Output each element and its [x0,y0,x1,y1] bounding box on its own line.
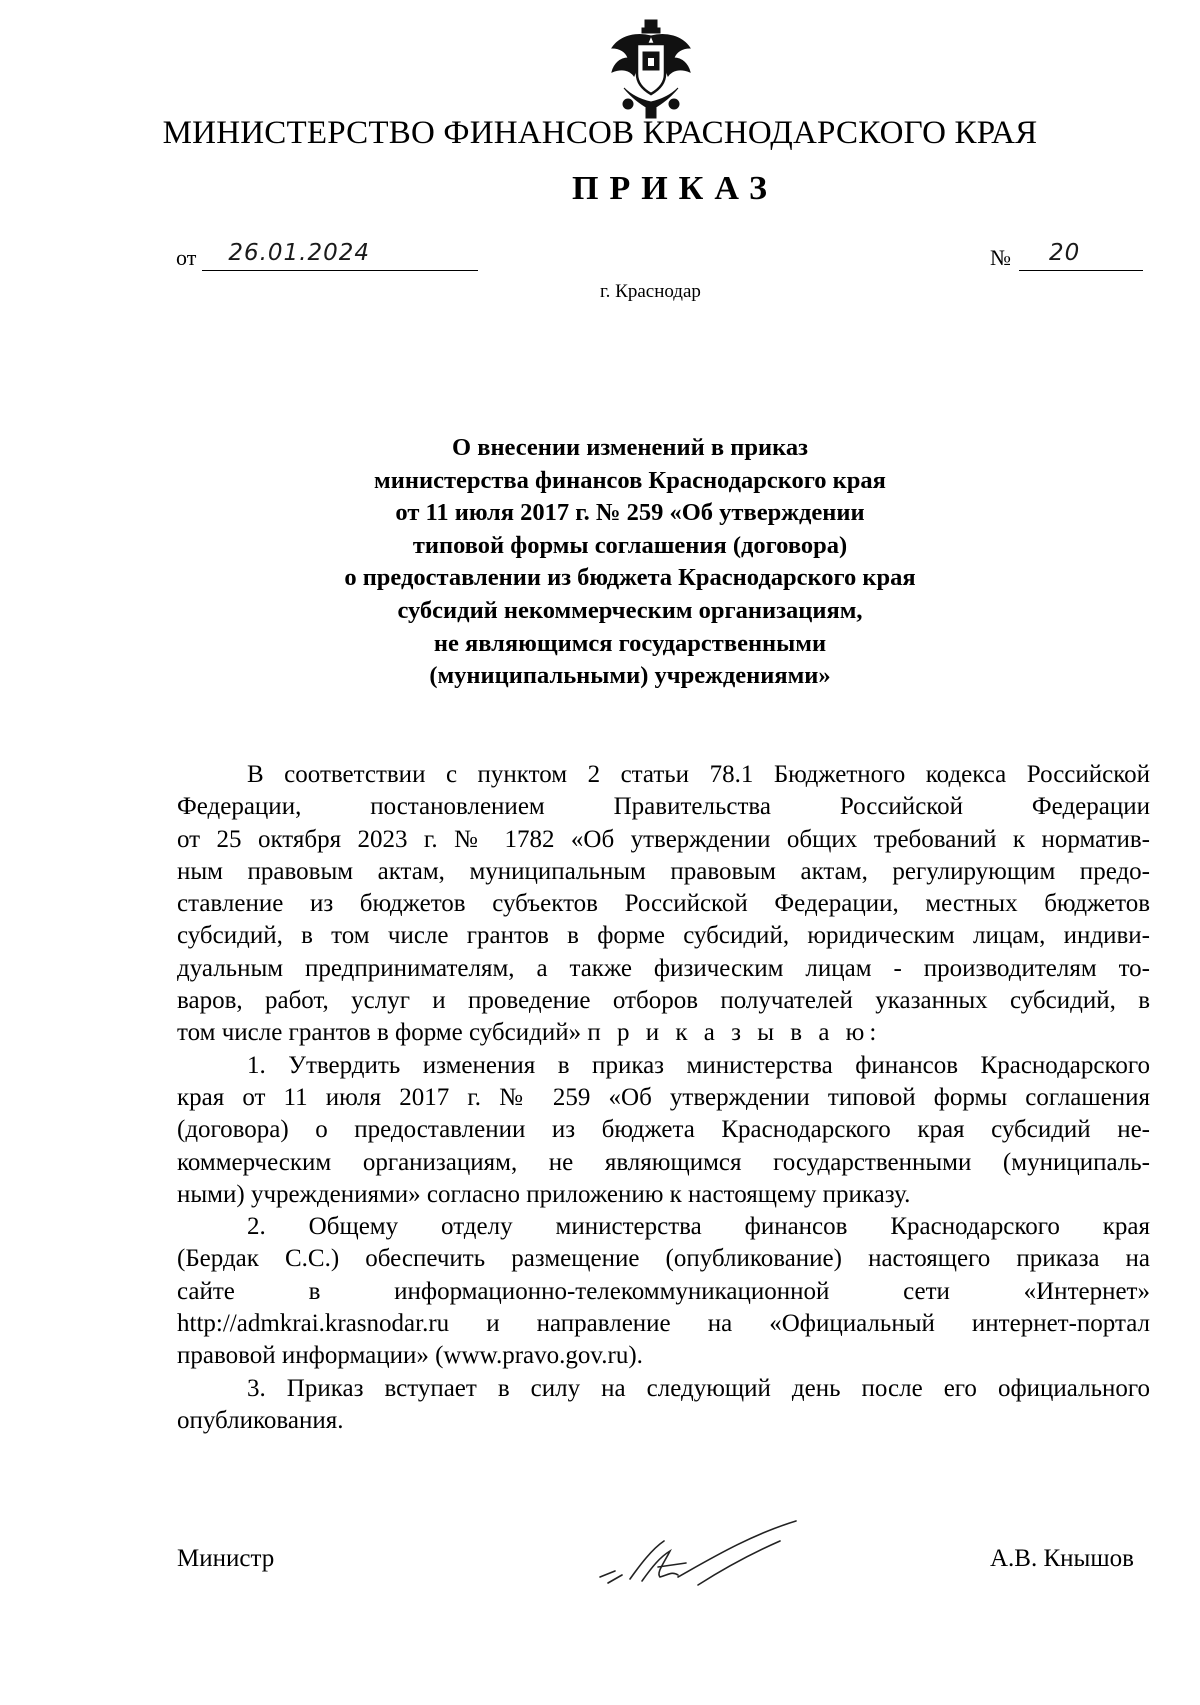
preamble-end: том числе грантов в форме субсидий» [177,1019,582,1047]
item1-line: коммерческим организациям, не являющимся государственными (муниципаль- [177,1148,1150,1176]
title-line: министерства финансов Краснодарского края [374,466,886,494]
city: г. Краснодар [600,281,701,302]
title-line: О внесении изменений в приказ [452,434,808,461]
date-field [176,240,478,271]
preamble-line: Федерации, постановлением Правительства Российской Федерации [177,793,1150,821]
preamble-last-line [177,1017,1150,1049]
item2-line: http://admkrai.krasnodar.ru и направление на «Официальный интернет-портал [177,1310,1150,1338]
title-line: субсидий некоммерческим организациям, [397,596,863,624]
item2-line: сайте в информационно-телекоммуникационной сети «Интернет» [177,1277,1150,1305]
number-field [990,240,1143,271]
item2-line: (Бердак С.С.) обеспечить размещение (опубликование) настоящего приказа на [177,1245,1150,1273]
item1-line: края от 11 июля 2017 г. № 259 «Об утверждении типовой формы соглашения [177,1083,1150,1111]
document-body [177,759,1150,1437]
date-underline [202,240,478,271]
coat-of-arms-icon [606,18,696,120]
preamble-line: варов, работ, услуг и проведение отборов получателей указанных субсидий, в [177,987,1150,1015]
handwritten-signature-icon [560,1505,840,1595]
number-underline [1019,240,1143,271]
item1-line: (договора) о предоставлении из бюджета Краснодарского края субсидий не- [177,1116,1150,1144]
date-label: от [176,245,197,270]
ministry-name: МИНИСТЕРСТВО ФИНАНСОВ КРАСНОДАРСКОГО КРАЯ [162,115,1038,151]
item3-line: 3. Приказ вступает в силу на следующий день после его официального [247,1374,1150,1402]
number-label: № [990,245,1011,270]
item1-line: ными) учреждениями» согласно приложению к настоящему приказу. [177,1180,911,1208]
title-line: от 11 июля 2017 г. № 259 «Об утверждении [395,499,865,527]
item3-line: опубликования. [177,1406,344,1434]
signer-name: А.В. Кнышов [990,1545,1134,1572]
date-value: 26.01.2024 [228,240,371,266]
preamble-line: от 25 октября 2023 г. № 1782 «Об утверждении общих требований к норматив- [177,825,1150,853]
item2-line: 2. Общему отделу министерства финансов Краснодарского края [247,1213,1150,1241]
preamble-line: дуальным предпринимателям, а также физическим лицам - производителям то- [177,954,1150,982]
document-type-title: ПРИКАЗ [572,170,778,207]
signer-position: Министр [177,1545,275,1572]
number-value: 20 [1049,240,1081,266]
item2-line: правовой информации» (www.pravo.gov.ru). [177,1342,643,1370]
preamble-line: ным правовым актам, муниципальным правовым актам, регулирующим предо- [177,857,1150,885]
document-title [150,432,1110,693]
preamble-line: субсидий, в том числе грантов в форме субсидий, юридическим лицам, индиви- [177,922,1150,950]
item1-line: 1. Утвердить изменения в приказ министерства финансов Краснодарского [247,1051,1150,1079]
preamble-line: В соответствии с пунктом 2 статьи 78.1 Бюджетного кодекса Российской [247,761,1150,788]
title-line: не являющимся государственными [433,629,827,657]
title-line: типовой формы соглашения (договора) [412,531,848,559]
title-line: (муниципальными) учреждениями» [429,662,831,690]
preamble-line: ставление из бюджетов субъектов Российской Федерации, местных бюджетов [177,890,1150,918]
title-line: о предоставлении из бюджета Краснодарского края [344,564,916,592]
order-word: п р и к а з ы в а ю: [587,1019,882,1047]
